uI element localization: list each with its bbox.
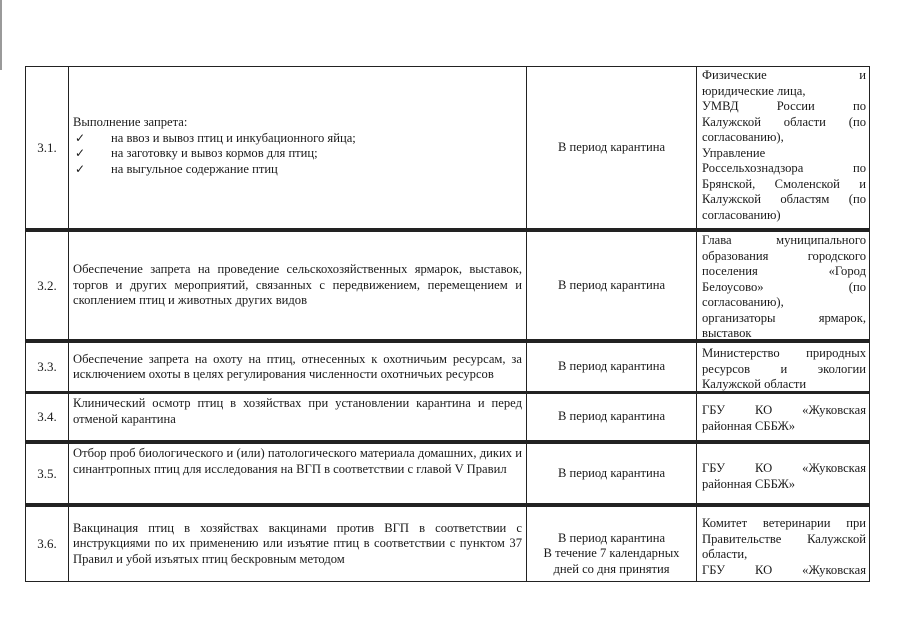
table-row xyxy=(25,506,870,582)
checkmark-icon: ✓ xyxy=(75,130,86,145)
responsible-cell xyxy=(697,232,869,339)
row-number: 3.2. xyxy=(26,232,69,339)
responsible-line: районная СББЖ» xyxy=(702,476,796,491)
responsible-line: ресурсов и экологии xyxy=(702,361,866,376)
responsible-cell xyxy=(697,394,869,440)
measure-text xyxy=(69,394,527,440)
responsible-line: образования городского xyxy=(702,248,866,263)
list-item xyxy=(73,162,522,178)
table-row xyxy=(25,66,870,229)
responsible-line: ГБУ КО «Жуковская xyxy=(702,562,866,577)
responsible-line: Калужской области xyxy=(702,377,807,391)
table-row xyxy=(25,229,870,342)
measure-text-content: Вакцинация птиц в хозяйствах вакцинами против ВГП в соответствии с инструкциями по их применению или изъятие птиц в соответствии с пунктом 37 Правил и убой изъятых птиц бескровным методом xyxy=(73,520,522,566)
checkmark-icon: ✓ xyxy=(75,161,86,176)
responsible-line: области, xyxy=(702,547,748,561)
period-cell xyxy=(527,507,697,581)
measure-intro: Выполнение запрета: xyxy=(73,115,188,129)
measure-text-content: Обеспечение запрета на охоту на птиц, отнесенных к охотничьим ресурсам, за исключением охоты в целях регулирования численности охотничьих ресурсов xyxy=(73,351,522,381)
responsible-cell xyxy=(697,67,869,228)
responsible-line: УМВД России по xyxy=(702,99,866,113)
period-text: В период карантина xyxy=(557,409,666,424)
list-item-text: на ввоз и вывоз птиц и инкубационного яйца; xyxy=(111,130,356,145)
responsible-line: выставок xyxy=(702,326,752,339)
responsible-line: поселения «Город xyxy=(702,264,866,278)
responsible-line: организаторы ярмарок, xyxy=(702,310,866,325)
responsible-line: Управление xyxy=(702,145,766,160)
page-edge-mark xyxy=(0,0,2,70)
period-text: В период карантина xyxy=(557,359,666,374)
responsible-line: согласованию), xyxy=(702,130,784,144)
table-row xyxy=(25,441,870,506)
row-number: 3.6. xyxy=(26,507,69,581)
list-item-text: на выгульное содержание птиц xyxy=(111,161,278,176)
period-text: В период карантина xyxy=(557,139,666,154)
measure-text-content: Обеспечение запрета на проведение сельскохозяйственных ярмарок, выставок, торгов и других мероприятий, связанных с передвижением, перемещением и скоплением птиц и животных других видов xyxy=(73,262,522,308)
list-item-text: на заготовку и вывоз кормов для птиц; xyxy=(111,146,318,160)
measure-text-content: Отбор проб биологического и (или) патологического материала домашних, диких и синантропных птиц для исследования на ВГП в соответствии с главой V Правил xyxy=(73,446,522,476)
responsible-line: Белоусово» (по xyxy=(702,279,866,294)
period-extra-line: дней со дня принятия xyxy=(553,561,670,576)
period-text: В период карантина xyxy=(557,277,666,292)
period-cell xyxy=(527,232,697,339)
period-cell xyxy=(527,394,697,440)
measure-text xyxy=(69,444,527,503)
period-text: В период карантина xyxy=(557,465,666,480)
responsible-line: Калужской областям (по xyxy=(702,192,866,206)
responsible-line: Министерство природных xyxy=(702,346,866,360)
responsible-cell xyxy=(697,343,869,391)
responsible-line: согласованию), xyxy=(702,295,784,309)
measure-text xyxy=(69,507,527,581)
period-cell xyxy=(527,67,697,228)
table-row xyxy=(25,342,870,393)
period-extra-line: В течение 7 календарных xyxy=(543,546,680,560)
responsible-line: Комитет ветеринарии при xyxy=(702,516,866,530)
responsible-line: согласованию) xyxy=(702,207,781,222)
row-number: 3.4. xyxy=(26,394,69,440)
responsible-line: районная СББЖ» xyxy=(702,418,796,433)
list-item xyxy=(73,146,522,162)
responsible-line: Брянской, Смоленской и xyxy=(702,176,866,191)
measure-text xyxy=(69,67,527,228)
responsible-line: Правительстве Калужской xyxy=(702,531,866,546)
row-number: 3.3. xyxy=(26,343,69,391)
responsible-cell xyxy=(697,507,869,581)
period-cell xyxy=(527,444,697,503)
responsible-line: Глава муниципального xyxy=(702,233,866,247)
period-cell xyxy=(527,343,697,391)
measure-text xyxy=(69,343,527,391)
responsible-line: Калужской области (по xyxy=(702,114,866,129)
row-number: 3.1. xyxy=(26,67,69,228)
row-number: 3.5. xyxy=(26,444,69,503)
measure-text xyxy=(69,232,527,339)
table-row xyxy=(25,393,870,441)
responsible-line: ГБУ КО «Жуковская xyxy=(702,461,866,475)
responsible-line: юридические лица, xyxy=(702,83,806,98)
responsible-line: ГБУ КО «Жуковская xyxy=(702,403,866,417)
checkmark-icon: ✓ xyxy=(75,146,86,160)
responsible-line: Россельхознадзора по xyxy=(702,161,866,175)
list-item xyxy=(73,131,522,147)
period-text: В период карантина xyxy=(557,530,666,545)
responsible-line: Физические и xyxy=(702,68,866,82)
measure-text-content: Клинический осмотр птиц в хозяйствах при установлении карантина и перед отменой карантина xyxy=(73,396,522,426)
responsible-cell xyxy=(697,444,869,503)
